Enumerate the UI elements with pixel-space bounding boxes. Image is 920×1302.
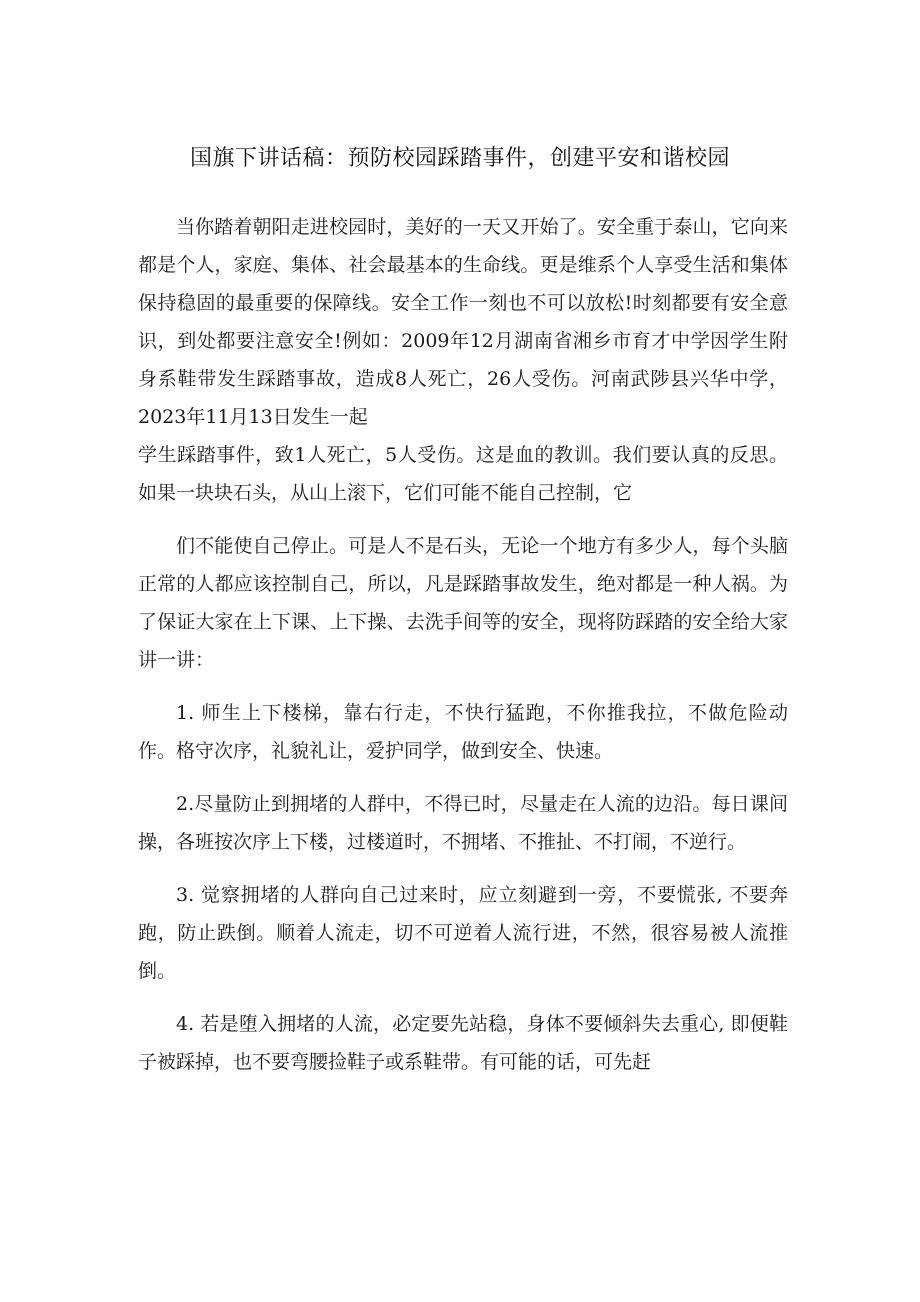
paragraph-intro: 当你踏着朝阳走进校园时，美好的一天又开始了。安全重于泰山，它向来都是个人，家庭、集体、社会最基本的生命线。更是维系个人享受生活和集体保持稳固的最重要的保障线。安全工作一刻也不可以放松!时刻都要有安全意识，到处都要注意安全!例如：2009年12月湖南省湘乡市育才中学因学生附身系鞋带发生踩踏事故，造成8人死亡，26人受伤。河南武陟县兴华中学，2023年11月13日发生一起 — [138, 216, 788, 428]
paragraph-rule-2: 2.尽量防止到拥堵的人群中，不得已时，尽量走在人流的边沿。每日课间操，各班按次序上下楼，过楼道时，不拥堵、不推扯、不打闹，不逆行。 — [138, 793, 788, 853]
paragraph-continuation: 学生踩踏事件，致1人死亡，5人受伤。这是血的教训。我们要认真的反思。如果一块块石头，从山上滚下，它们可能不能自己控制，它 — [138, 444, 788, 504]
paragraph-rule-1: 1. 师生上下楼梯，靠右行走，不快行猛跑，不你推我拉，不做危险动作。格守次序，礼貌礼让，爱护同学，做到安全、快速。 — [138, 702, 788, 762]
paragraph-reflection: 们不能使自己停止。可是人不是石头，无论一个地方有多少人，每个头脑正常的人都应该控制自己，所以，凡是踩踏事故发生，绝对都是一种人祸。为了保证大家在上下课、上下操、去洗手间等的安全，现将防踩踏的安全给大家讲一讲： — [138, 535, 788, 671]
document-body — [138, 208, 788, 1081]
paragraph-rule-4: 4. 若是堕入拥堵的人流，必定要先站稳，身体不要倾斜失去重心, 即便鞋子被踩掉，也不要弯腰捡鞋子或系鞋带。有可能的话，可先赶 — [138, 1013, 788, 1073]
paragraph-rule-3: 3. 觉察拥堵的人群向自己过来时，应立刻避到一旁，不要慌张, 不要奔跑，防止跌倒。顺着人流走，切不可逆着人流行进，不然，很容易被人流推倒。 — [138, 884, 788, 982]
document-title: 国旗下讲话稿：预防校园踩踏事件，创建平安和谐校园 — [189, 146, 730, 171]
